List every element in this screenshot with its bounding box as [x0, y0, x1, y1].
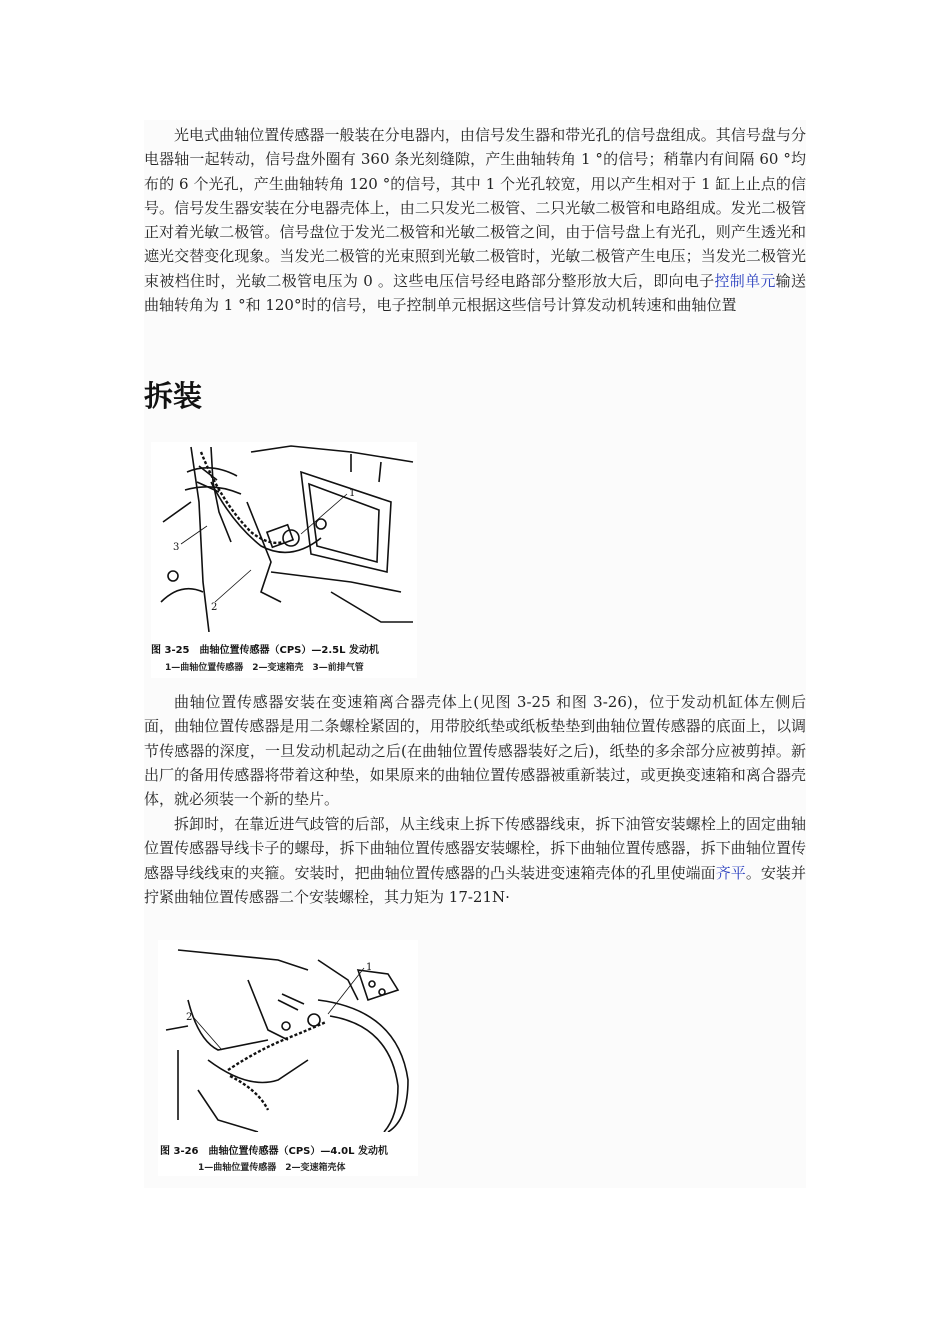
figure1-callout-3: 3 — [173, 542, 180, 553]
figure-3-25-title: 图 3-25 曲轴位置传感器（CPS）—2.5L 发动机 — [151, 645, 379, 656]
figure2-callout-1: 1 — [366, 962, 373, 973]
figure1-callout-1: 1 — [349, 488, 356, 499]
figure1-callout-2: 2 — [211, 602, 218, 613]
mounting-paragraph: 曲轴位置传感器安装在变速箱离合器壳体上(见图 3-25 和图 3-26)，位于发动机缸体左侧后面，曲轴位置传感器是用二条螺栓紧固的，用带胶纸垫或纸板垫垫到曲轴位置传感器的底面上，以调节传感器的深度，一旦发动机起动之后(在曲轴位置传感器装好之后)，纸垫的多余部分应被剪掉。新出厂的备用传感器将带着这种垫，如果原来的曲轴位置传感器被重新装过，或更换变速箱和离合器壳体，就必须装一个新的垫片。 — [144, 693, 806, 809]
intro-text-end: 输送曲轴转角为 1 °和 120°时的信号，电子控制单元根据这些信号计算发动机转速和曲轴位置 — [144, 271, 806, 315]
figure-3-26 — [158, 940, 418, 1176]
removal-paragraph — [144, 812, 806, 909]
control-unit-link[interactable]: 控制单元 — [714, 271, 776, 290]
figure-3-26-legend: 1—曲轴位置传感器 2—变速箱壳体 — [198, 1163, 346, 1173]
figure-3-25 — [151, 442, 417, 678]
document-content — [144, 120, 806, 1188]
figure2-callout-2: 2 — [186, 1012, 193, 1023]
figure-3-25-drawing — [151, 442, 417, 632]
flush-link[interactable]: 齐平 — [715, 863, 746, 882]
figure-3-25-legend: 1—曲轴位置传感器 2—变速箱壳 3—前排气管 — [165, 663, 364, 673]
intro-text-start: 光电式曲轴位置传感器一般装在分电器内，由信号发生器和带光孔的信号盘组成。其信号盘与分电器轴一起转动，信号盘外圈有 360 条光刻缝隙，产生曲轴转角 1 °的信号；稍靠内有间隔 60 °均布的 6 个光孔，产生曲轴转角 120 °的信号，其中 1 个光孔较宽，用以产生相对于 1 缸上止点的信号。信号发生器安装在分电器壳体上，由二只发光二极管、二只光敏二极管和电路组成。发光二极管正对着光敏二极管。信号盘位于发光二极管和光敏二极管之间，由于信号盘上有光孔，则产生透光和遮光交替变化现象。当发光二极管的光束照到光敏二极管时，光敏二极管产生电压；当发光二极管光束被档住时，光敏二极管电压为 0 。这些电压信号经电路部分整形放大后，即向电子 — [144, 126, 806, 290]
removal-text-end: 。安装并拧紧曲轴位置传感器二个安装螺栓，其力矩为 17-21N· — [144, 863, 806, 906]
figure-3-26-drawing — [158, 940, 418, 1132]
removal-text-start: 拆卸时，在靠近进气歧管的后部，从主线束上拆下传感器线束，拆下油管安装螺栓上的固定曲轴位置传感器导线卡子的螺母，拆下曲轴位置传感器安装螺栓，拆下曲轴位置传感器，拆下曲轴位置传感器导线线束的夹箍。安装时，把曲轴位置传感器的凸头装进变速箱壳体的孔里使端面 — [144, 815, 806, 882]
intro-paragraph — [144, 123, 806, 317]
section-heading: 拆装 — [144, 379, 203, 413]
figure-3-26-title: 图 3-26 曲轴位置传感器（CPS）—4.0L 发动机 — [160, 1146, 388, 1157]
